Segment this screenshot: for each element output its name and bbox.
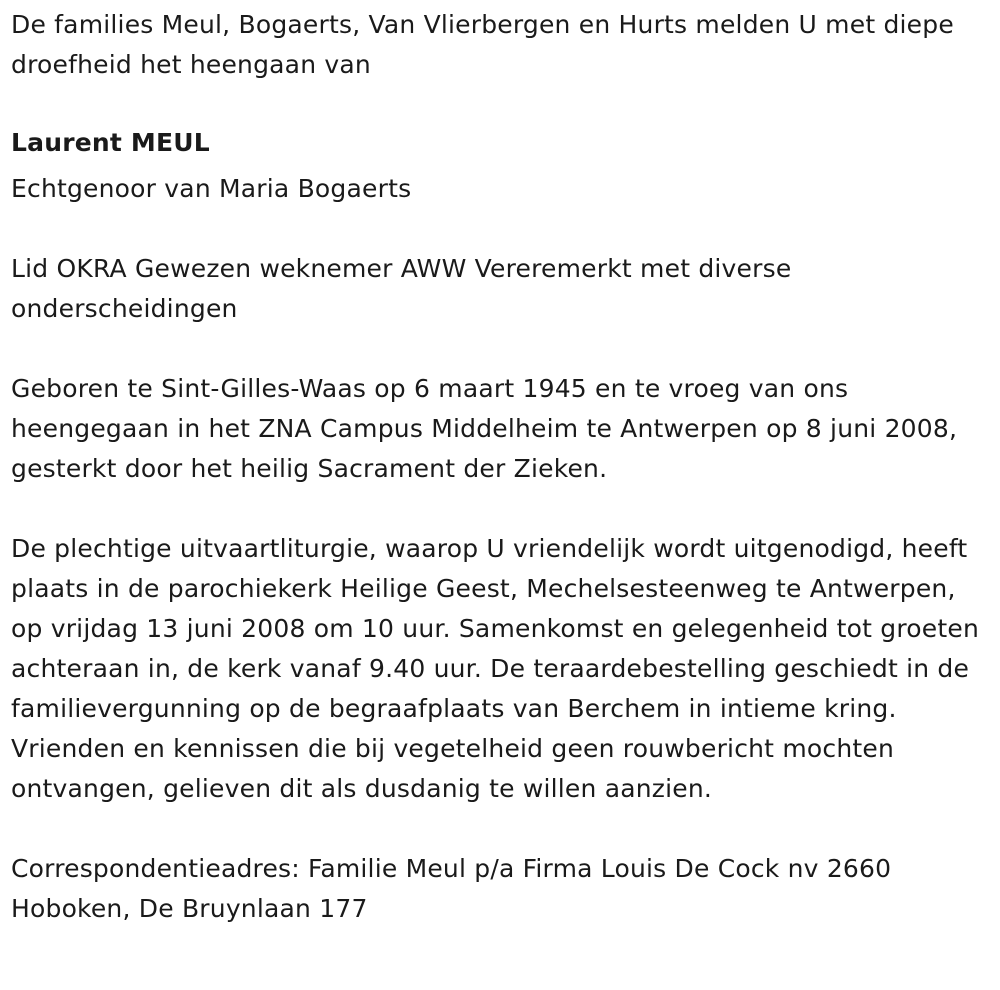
birth-death-text: Geboren te Sint-Gilles-Waas op 6 maart 1945 en te vroeg van ons heengegaan in het ZNA Campus Middelheim te Antwerpen op 8 juni 2008, gesterkt door het heilig Sacrament der Zieken. xyxy=(11,374,958,483)
intro-text: De families Meul, Bogaerts, Van Vlierbergen en Hurts melden U met diepe droefheid het heengaan van xyxy=(11,10,954,79)
deceased-name: Laurent MEUL xyxy=(11,128,210,157)
membership-text: Lid OKRA Gewezen weknemer AWW Vereremerkt met diverse onderscheidingen xyxy=(11,254,792,323)
funeral-text: De plechtige uitvaartliturgie, waarop U vriendelijk wordt uitgenodigd, heeft plaats in de parochiekerk Heilige Geest, Mechelsesteenweg te Antwerpen, op vrijdag 13 juni 2008 om 10 uur. Samenkomst en gelegenheid tot groeten achteraan in, de kerk vanaf 9.40 uur. De teraardebestelling geschiedt in de familievergunning op de begraafplaats van Berchem in intieme kring. Vrienden en kennissen die bij vegetelheid geen rouwbericht mochten ontvangen, gelieven dit als dusdanig te willen aanzien. xyxy=(11,534,980,803)
spouse-line: Echtgenoor van Maria Bogaerts xyxy=(11,174,412,203)
correspondence-address: Correspondentieadres: Familie Meul p/a Firma Louis De Cock nv 2660 Hoboken, De Bruynlaan 177 xyxy=(11,854,892,923)
